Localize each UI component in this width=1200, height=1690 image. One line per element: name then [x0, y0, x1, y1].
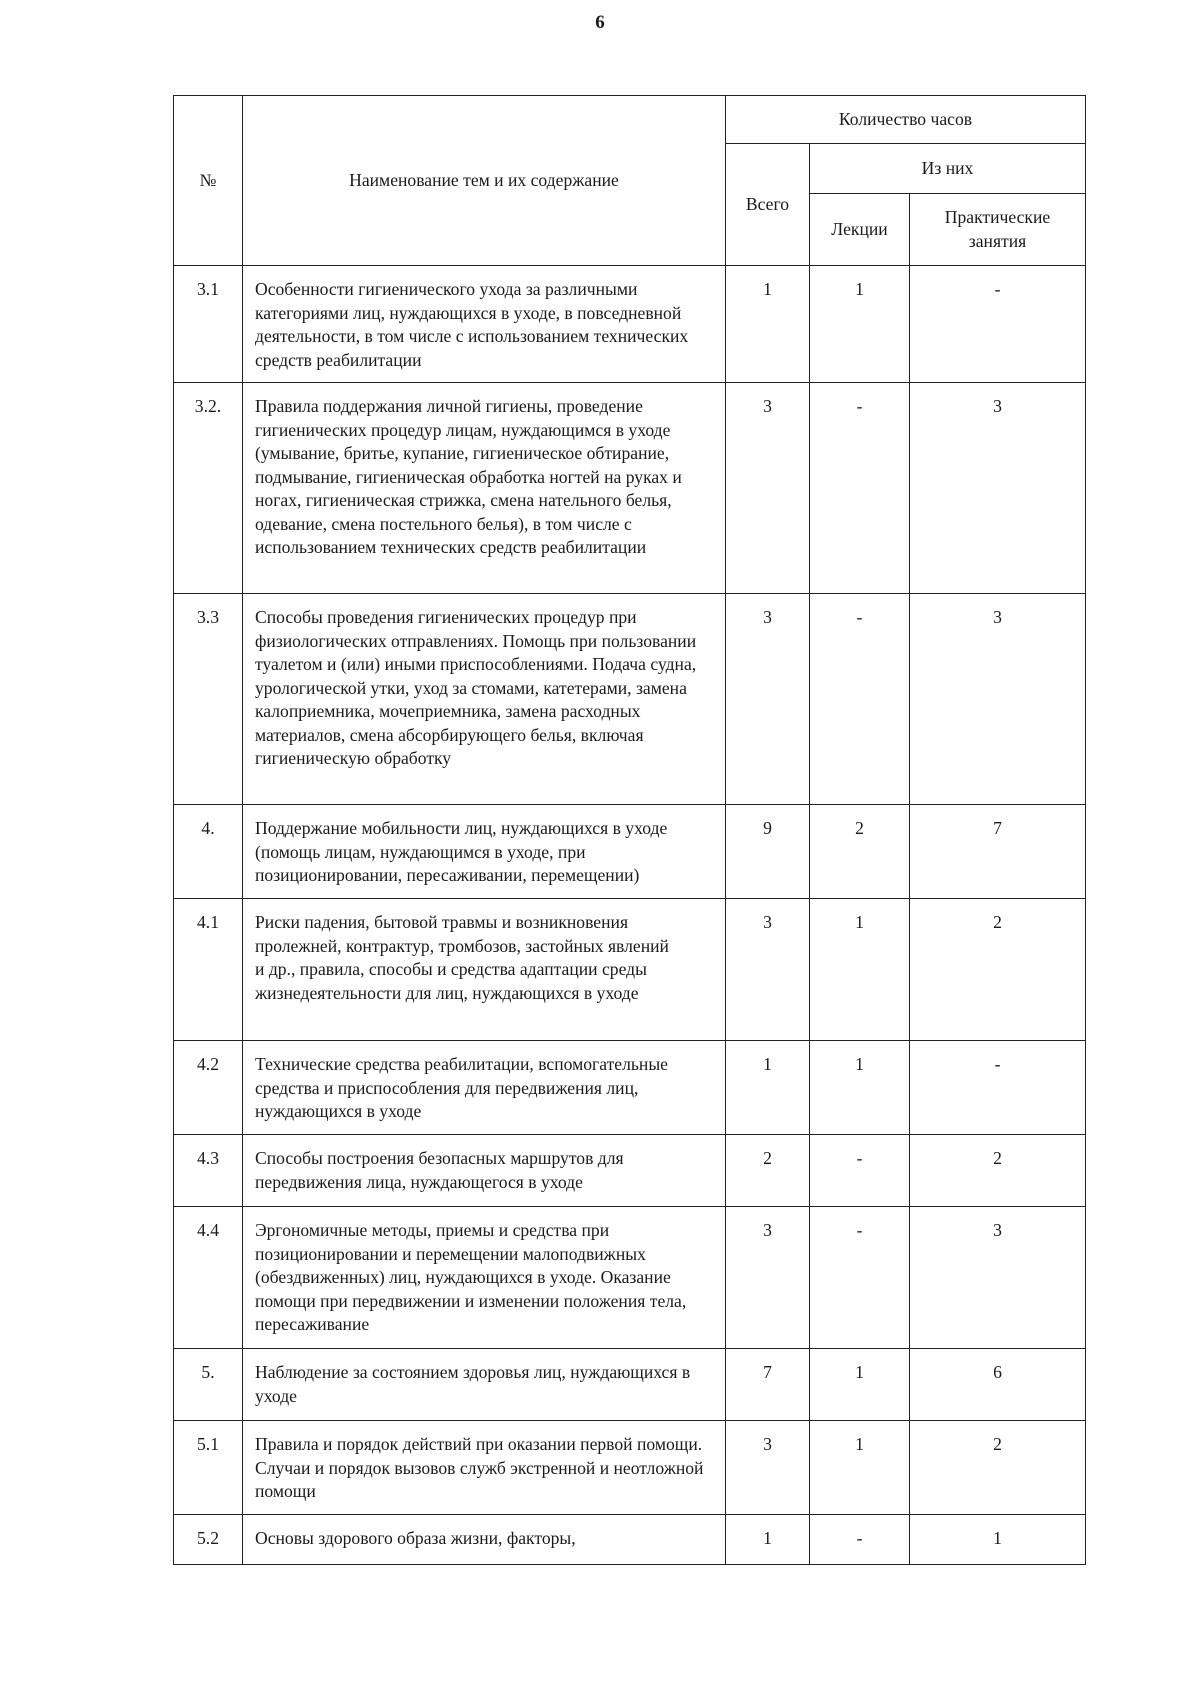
- header-hours: Количество часов: [726, 96, 1086, 144]
- header-topic-name: Наименование тем и их содержание: [243, 96, 726, 266]
- row-practice-hours: 2: [910, 1135, 1086, 1207]
- hours-table: [173, 95, 1086, 1565]
- row-total-hours: 7: [726, 1349, 810, 1421]
- row-practice-hours: -: [910, 1041, 1086, 1135]
- table-row: [174, 1421, 1086, 1515]
- row-lecture-hours: 1: [810, 1041, 910, 1135]
- row-number: 3.2.: [174, 383, 243, 594]
- row-practice-hours: 6: [910, 1349, 1086, 1421]
- row-number: 4.4: [174, 1207, 243, 1349]
- row-number: 4.2: [174, 1041, 243, 1135]
- row-topic: Способы проведения гигиенических процедур при физиологических отправлениях. Помощь при пользовании туалетом и (или) иными приспособлениями. Подача судна, урологической утки, уход за стомами, катетерами, замена калоприемника, мочеприемника, замена расходных материалов, смена абсорбирующего белья, включая гигиеническую обработку: [243, 594, 726, 805]
- table-row: [174, 1515, 1086, 1565]
- table-row: [174, 1041, 1086, 1135]
- row-total-hours: 9: [726, 805, 810, 899]
- row-practice-hours: 2: [910, 1421, 1086, 1515]
- row-practice-hours: 7: [910, 805, 1086, 899]
- row-topic: Риски падения, бытовой травмы и возникновения пролежней, контрактур, тромбозов, застойных явлений и др., правила, способы и средства адаптации среды жизнедеятельности для лиц, нуждающихся в уходе: [243, 899, 726, 1041]
- row-number: 3.1: [174, 266, 243, 383]
- row-topic: Особенности гигиенического ухода за различными категориями лиц, нуждающихся в уходе, в повседневной деятельности, в том числе с использованием технических средств реабилитации: [243, 266, 726, 383]
- row-number: 5.: [174, 1349, 243, 1421]
- row-total-hours: 3: [726, 1421, 810, 1515]
- row-total-hours: 3: [726, 899, 810, 1041]
- row-practice-hours: 3: [910, 1207, 1086, 1349]
- row-number: 3.3: [174, 594, 243, 805]
- row-total-hours: 3: [726, 1207, 810, 1349]
- table-header: [174, 96, 1086, 266]
- table-row: [174, 805, 1086, 899]
- row-topic: Способы построения безопасных маршрутов для передвижения лица, нуждающегося в уходе: [243, 1135, 726, 1207]
- header-num: №: [174, 96, 243, 266]
- row-lecture-hours: -: [810, 1207, 910, 1349]
- row-lecture-hours: 1: [810, 266, 910, 383]
- row-total-hours: 1: [726, 1515, 810, 1565]
- table-row: [174, 1135, 1086, 1207]
- table-body: [174, 266, 1086, 1565]
- row-number: 5.1: [174, 1421, 243, 1515]
- row-lecture-hours: 1: [810, 1349, 910, 1421]
- header-practice: Практические занятия: [910, 194, 1086, 266]
- header-of-which: Из них: [810, 144, 1086, 194]
- row-topic: Поддержание мобильности лиц, нуждающихся в уходе (помощь лицам, нуждающимся в уходе, при позиционировании, пересаживании, перемещении): [243, 805, 726, 899]
- row-practice-hours: 3: [910, 594, 1086, 805]
- row-lecture-hours: 2: [810, 805, 910, 899]
- row-number: 4.1: [174, 899, 243, 1041]
- row-total-hours: 1: [726, 1041, 810, 1135]
- row-topic: Правила и порядок действий при оказании первой помощи. Случаи и порядок вызовов служб экстренной и неотложной помощи: [243, 1421, 726, 1515]
- row-lecture-hours: -: [810, 594, 910, 805]
- row-total-hours: 1: [726, 266, 810, 383]
- row-topic: Правила поддержания личной гигиены, проведение гигиенических процедур лицам, нуждающимся в уходе (умывание, бритье, купание, гигиеническое обтирание, подмывание, гигиеническая обработка ногтей на руках и ногах, гигиеническая стрижка, смена нательного белья, одевание, смена постельного белья), в том числе с использованием технических средств реабилитации: [243, 383, 726, 594]
- row-topic: Наблюдение за состоянием здоровья лиц, нуждающихся в уходе: [243, 1349, 726, 1421]
- table-row: [174, 1207, 1086, 1349]
- row-total-hours: 3: [726, 594, 810, 805]
- row-practice-hours: -: [910, 266, 1086, 383]
- row-total-hours: 2: [726, 1135, 810, 1207]
- table-row: [174, 899, 1086, 1041]
- header-total: Всего: [726, 144, 810, 266]
- table-row: [174, 266, 1086, 383]
- row-number: 5.2: [174, 1515, 243, 1565]
- table-row: [174, 383, 1086, 594]
- row-lecture-hours: 1: [810, 899, 910, 1041]
- row-practice-hours: 1: [910, 1515, 1086, 1565]
- row-topic: Основы здорового образа жизни, факторы,: [243, 1515, 726, 1565]
- page-number: 6: [595, 12, 605, 33]
- row-lecture-hours: -: [810, 1135, 910, 1207]
- row-topic: Технические средства реабилитации, вспомогательные средства и приспособления для передвижения лиц, нуждающихся в уходе: [243, 1041, 726, 1135]
- row-total-hours: 3: [726, 383, 810, 594]
- row-lecture-hours: -: [810, 383, 910, 594]
- row-practice-hours: 3: [910, 383, 1086, 594]
- row-lecture-hours: -: [810, 1515, 910, 1565]
- table-row: [174, 1349, 1086, 1421]
- row-number: 4.3: [174, 1135, 243, 1207]
- row-topic: Эргономичные методы, приемы и средства при позиционировании и перемещении малоподвижных (обездвиженных) лиц, нуждающихся в уходе. Оказание помощи при передвижении и изменении положения тела, пересаживание: [243, 1207, 726, 1349]
- row-number: 4.: [174, 805, 243, 899]
- row-practice-hours: 2: [910, 899, 1086, 1041]
- table-row: [174, 594, 1086, 805]
- row-lecture-hours: 1: [810, 1421, 910, 1515]
- header-lectures: Лекции: [810, 194, 910, 266]
